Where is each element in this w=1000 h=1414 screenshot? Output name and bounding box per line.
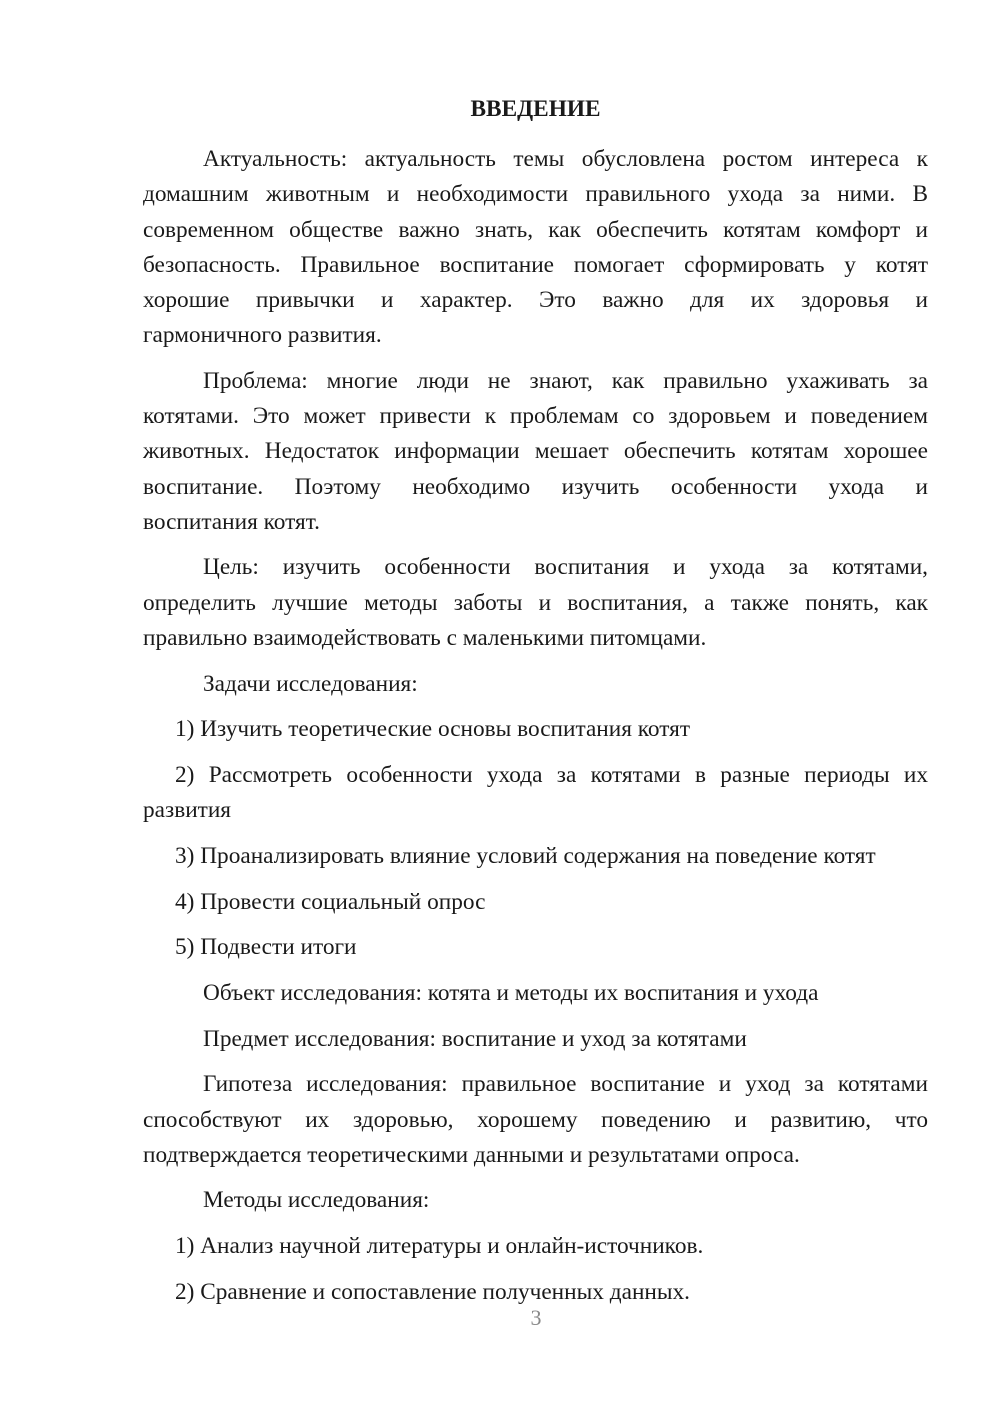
text-line: Проблема: многие люди не знают, как правильно ухаживать за	[203, 367, 928, 394]
text-line: Объект исследования: котята и методы их воспитания и ухода	[203, 979, 819, 1006]
text-line: безопасность. Правильное воспитание помогает сформировать у котят	[143, 251, 928, 278]
page-number: 3	[530, 1305, 542, 1330]
text-line: подтверждается теоретическими данными и результатами опроса.	[143, 1141, 800, 1168]
text-line: Гипотеза исследования: правильное воспитание и уход за котятами	[203, 1071, 928, 1098]
text-line: современном обществе важно знать, как обеспечить котятам комфорт и	[143, 216, 928, 243]
list-item	[143, 839, 928, 874]
text-line: способствуют их здоровью, хорошему поведению и развитию, что	[143, 1106, 928, 1133]
paragraph	[143, 976, 928, 1011]
paragraph	[143, 142, 928, 353]
text-line: Задачи исследования:	[203, 670, 418, 697]
text-line: хорошие привычки и характер. Это важно для их здоровья и	[143, 287, 928, 314]
text-line: Предмет исследования: воспитание и уход за котятами	[203, 1025, 747, 1052]
text-line: правильно взаимодействовать с маленькими питомцами.	[143, 624, 707, 651]
list-item	[143, 930, 928, 965]
text-line: Актуальность: актуальность темы обусловлена ростом интереса к	[203, 146, 928, 173]
text-line: воспитания котят.	[143, 508, 320, 535]
paragraph	[143, 1183, 928, 1218]
document-page	[143, 92, 928, 1321]
list-item	[143, 885, 928, 920]
text-line: 1) Анализ научной литературы и онлайн-источников.	[175, 1233, 704, 1260]
list-item	[143, 712, 928, 747]
list-item	[143, 1229, 928, 1264]
text-line: развития	[143, 797, 232, 824]
document-body	[143, 142, 928, 1310]
text-line: котятами. Это может привести к проблемам со здоровьем и поведением	[143, 403, 928, 430]
text-line: 2) Сравнение и сопоставление полученных данных.	[175, 1278, 690, 1305]
text-line: Цель: изучить особенности воспитания и ухода за котятами,	[203, 554, 928, 581]
text-line: 2) Рассмотреть особенности ухода за котятами в разные периоды их	[175, 761, 928, 788]
text-line: определить лучшие методы заботы и воспитания, а также понять, как	[143, 589, 928, 616]
text-line: 5) Подвести итоги	[175, 934, 357, 961]
text-line: 3) Проанализировать влияние условий содержания на поведение котят	[175, 842, 876, 869]
text-line: 4) Провести социальный опрос	[175, 888, 486, 915]
text-line: животных. Недостаток информации мешает обеспечить котятам хорошее	[143, 438, 928, 465]
text-line: домашним животным и необходимости правильного ухода за ними. В	[143, 181, 928, 208]
text-line: воспитание. Поэтому необходимо изучить особенности ухода и	[143, 473, 928, 500]
list-item	[143, 758, 928, 828]
paragraph	[143, 667, 928, 702]
text-line: 1) Изучить теоретические основы воспитания котят	[175, 716, 690, 743]
section-heading: ВВЕДЕНИЕ	[470, 96, 601, 122]
paragraph	[143, 550, 928, 656]
text-line: Методы исследования:	[203, 1187, 430, 1214]
paragraph	[143, 1067, 928, 1173]
text-line: гармоничного развития.	[143, 322, 382, 349]
paragraph	[143, 364, 928, 540]
paragraph	[143, 1022, 928, 1057]
